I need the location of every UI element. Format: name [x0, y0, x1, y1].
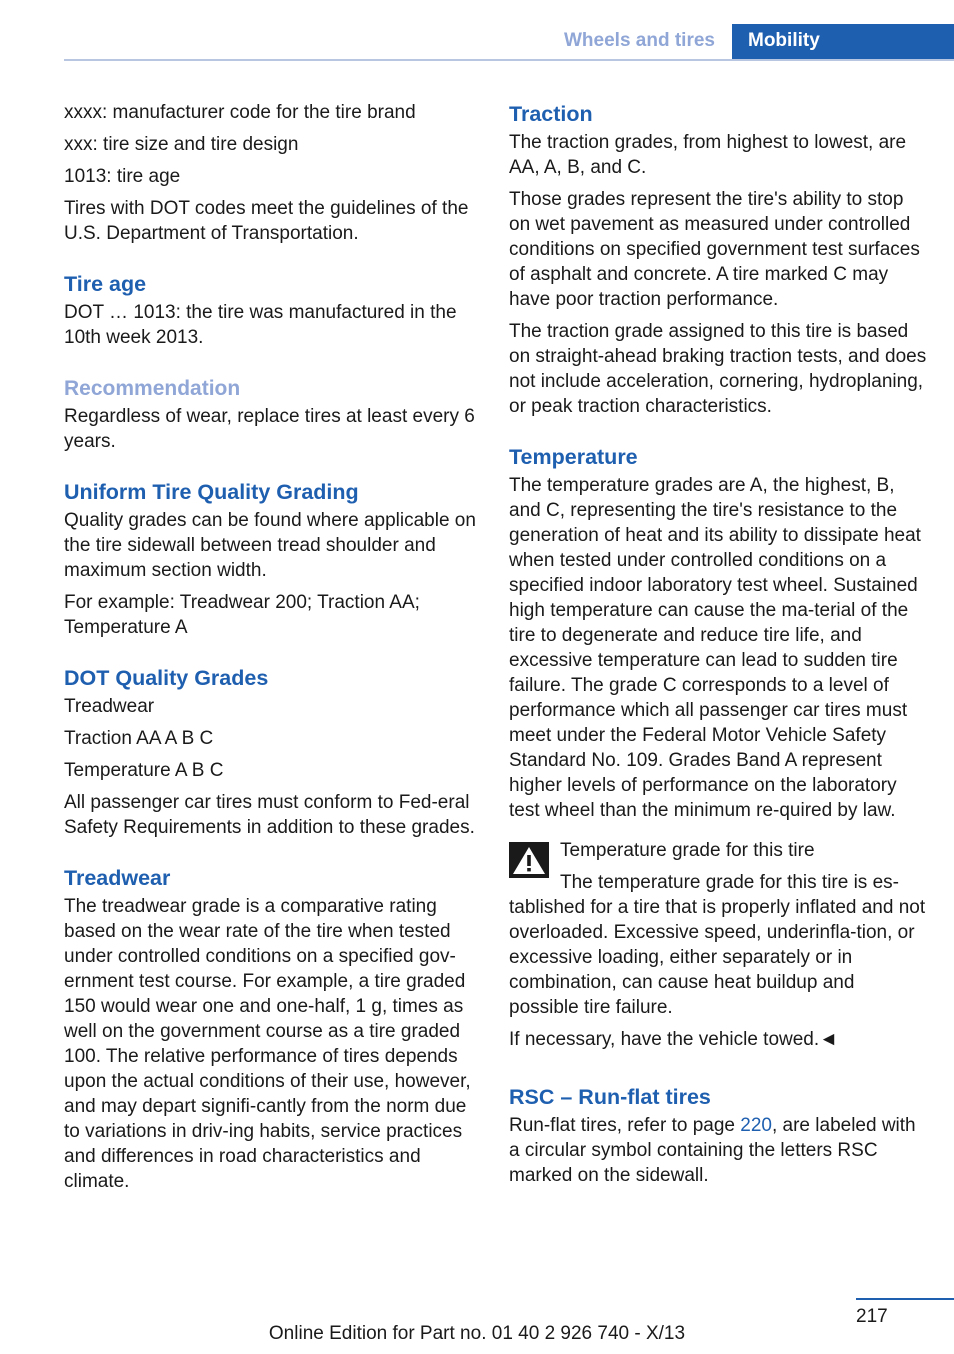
tire-age-text: DOT … 1013: the tire was manufactured in the 10th week 2013.	[64, 302, 457, 348]
page-number: 217	[856, 1306, 888, 1327]
traction-text: Those grades represent the tire's ability to stop on wet pavement as measured under controlled conditions on specified government test surfaces of asphalt and concrete. A tire marked C may have poor traction performance.	[509, 189, 920, 310]
warning-box	[509, 838, 927, 1020]
heading-recommendation: Recommendation	[64, 377, 241, 400]
traction-text: The traction grades, from highest to lowest, are AA, A, B, and C.	[509, 132, 907, 178]
intro-line: 1013: tire age	[64, 166, 181, 187]
header-chapter-tab: Mobility	[732, 24, 954, 61]
dot-text: All passenger car tires must conform to Fed‐eral Safety Requirements in addition to these grades.	[64, 792, 475, 838]
traction-text: The traction grade assigned to this tire is based on straight-ahead braking traction tests, and does not include acceleration, cornering, hydroplaning, or peak traction characteristics.	[509, 321, 927, 417]
dot-grade-item: Traction AA A B C	[64, 728, 214, 749]
left-column	[64, 100, 478, 1201]
header-section-title: Wheels and tires	[564, 30, 715, 51]
heading-utqg: Uniform Tire Quality Grading	[64, 480, 359, 504]
warning-text	[509, 870, 927, 1020]
edition-note: Online Edition for Part no. 01 40 2 926 740 - X/13	[268, 1323, 686, 1344]
heading-rsc: RSC – Run-flat tires	[509, 1085, 711, 1109]
warning-text-body: The temperature grade for this tire is es‐tablished for a tire that is properly inflated and not overloaded. Excessive speed, underinfla‐tion, or excessive loading, either separately or in combination, can cause heat buildup and possible tire failure.	[509, 872, 926, 1018]
utqg-text: Quality grades can be found where applicable on the tire sidewall between tread shoulder and maximum section width.	[64, 510, 476, 581]
heading-treadwear: Treadwear	[64, 866, 171, 890]
rsc-text-after: , are labeled with a circular symbol containing the letters RSC marked on the sidewall.	[509, 1115, 916, 1186]
warning-triangle-icon	[509, 842, 549, 878]
footer-divider	[856, 1298, 954, 1300]
temperature-text: The temperature grades are A, the highest, B, and C, representing the tire's resistance to the generation of heat and its ability to dissipate heat when tested under controlled conditions on a specified indoor laboratory test wheel. Sustained high temperature can cause the ma‐terial of the tire to degenerate and reduce tire life, and excessive temperature can lead to sudden tire failure. The grade C corresponds to a level of performance which all passenger car tires must meet under the Federal Motor Vehicle Safety Standard No. 109. Grades Band A represent higher levels of performance on the laboratory test wheel than the minimum re‐quired by law.	[509, 475, 921, 821]
heading-temperature: Temperature	[509, 445, 638, 469]
dot-grade-item: Treadwear	[64, 696, 155, 717]
tow-note: If necessary, have the vehicle towed.◄	[509, 1029, 838, 1050]
heading-dot-quality-grades: DOT Quality Grades	[64, 666, 269, 690]
recommendation-text: Regardless of wear, replace tires at least every 6 years.	[64, 406, 475, 452]
heading-tire-age: Tire age	[64, 272, 147, 296]
heading-traction: Traction	[509, 102, 593, 126]
rsc-text-before: Run-flat tires, refer to page	[509, 1115, 741, 1136]
intro-line: xxxx: manufacturer code for the tire brand	[64, 102, 416, 123]
intro-line: Tires with DOT codes meet the guidelines of the U.S. Department of Transportation.	[64, 198, 469, 244]
intro-line: xxx: tire size and tire design	[64, 134, 299, 155]
right-column	[509, 100, 927, 1195]
page-link[interactable]: 220	[740, 1115, 772, 1136]
dot-grade-item: Temperature A B C	[64, 760, 224, 781]
treadwear-text: The treadwear grade is a comparative rating based on the wear rate of the tire when tested under controlled conditions on a specified gov‐ernment test course. For example, a tire graded 150 would wear one and one-half, 1 g, times as well on the government course as a tire graded 100. The relative performance of tires depends upon the actual conditions of their use, however, and may depart signifi‐cantly from the norm due to variations in driv‐ing habits, service practices and differences in road characteristics and climate.	[64, 896, 471, 1192]
rsc-text	[509, 1113, 927, 1188]
utqg-example: For example: Treadwear 200; Traction AA; Temperature A	[64, 592, 420, 638]
warning-title: Temperature grade for this tire	[560, 840, 815, 861]
header-divider	[64, 59, 954, 61]
